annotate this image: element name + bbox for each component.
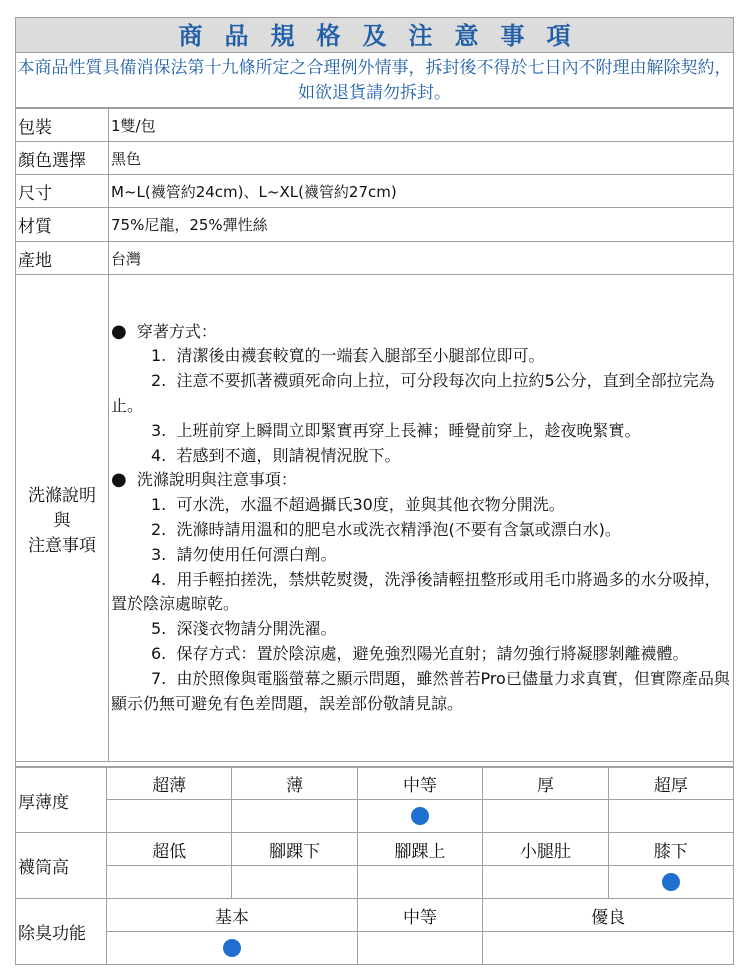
spec-label: 材質 (16, 208, 109, 242)
rating-option: 薄 (232, 768, 357, 800)
rating-option: 厚 (483, 768, 608, 800)
spec-label: 顏色選擇 (16, 142, 109, 175)
rating-option: 超厚 (608, 768, 733, 800)
care-label-line: 洗滌說明 (28, 485, 96, 506)
rating-option: 優良 (483, 899, 734, 932)
list-item: 1. 可水洗，水溫不超過攝氏30度，並與其他衣物分開洗。 (151, 495, 565, 515)
rating-mark-cell (483, 800, 608, 833)
list-item: 2. 注意不要抓著襪頭死命向上拉，可分段每次向上拉約5公分，直到全部拉完為止。 (111, 371, 715, 416)
spec-row-material (16, 208, 734, 242)
list-item: 4. 若感到不適，則請視情況脫下。 (151, 445, 401, 465)
spec-row-care (16, 275, 734, 762)
rating-option: 超薄 (107, 768, 232, 800)
spec-label: 尺寸 (16, 175, 109, 208)
spec-row-packaging (16, 109, 734, 142)
bullet-icon: ● (111, 320, 127, 342)
rating-option: 中等 (357, 768, 482, 800)
rating-mark-cell (608, 800, 733, 833)
rating-mark-cell (232, 800, 357, 833)
rating-option: 中等 (357, 899, 482, 932)
spec-value: 黑色 (109, 142, 734, 175)
rating-mark-cell (232, 866, 357, 899)
list-item: 1. 清潔後由襪套較寬的一端套入腿部至小腿部位即可。 (151, 346, 545, 366)
rating-mark-cell (357, 800, 482, 833)
spec-row-color (16, 142, 734, 175)
rating-mark-cell (483, 866, 608, 899)
rating-marks-deodor (16, 932, 734, 965)
rating-mark-cell (483, 932, 734, 965)
rating-option: 膝下 (608, 833, 733, 866)
rating-table (15, 767, 734, 965)
wash-heading: ● 洗滌說明與注意事項： (111, 469, 297, 491)
rating-mark-cell (608, 866, 733, 899)
rating-option: 小腿肚 (483, 833, 608, 866)
spec-value: M~L(襪管約24cm)、L~XL(襪管約27cm) (109, 175, 734, 208)
spec-label: 包裝 (16, 109, 109, 142)
selected-dot-icon (223, 939, 241, 957)
care-label (16, 275, 109, 762)
selected-dot-icon (662, 873, 680, 891)
rating-mark-cell (107, 866, 232, 899)
list-item: 6. 保存方式：置於陰涼處，避免強烈陽光直射；請勿強行將凝膠剝離襪體。 (151, 643, 689, 663)
rating-mark-cell (107, 800, 232, 833)
spec-row-size (16, 175, 734, 208)
rating-label: 除臭功能 (16, 899, 107, 965)
spec-value: 75%尼龍，25%彈性絲 (109, 208, 734, 242)
rating-marks-thickness (16, 800, 734, 833)
spec-table (15, 108, 734, 762)
spec-value: 1雙/包 (109, 109, 734, 142)
rating-label: 襪筒高 (16, 833, 107, 899)
rating-options-thickness (16, 768, 734, 800)
page-title: 商品規格及注意事項 (15, 17, 734, 53)
spec-sheet (15, 17, 734, 965)
spec-row-origin (16, 242, 734, 275)
return-notice: 本商品性質具備消保法第十九條所定之合理例外情事，拆封後不得於七日內不附理由解除契約，如欲退貨請勿拆封。 (15, 53, 734, 108)
list-item: 3. 上班前穿上瞬間立即緊實再穿上長褲；睡覺前穿上，趁夜晚緊實。 (151, 420, 641, 440)
list-item: 3. 請勿使用任何漂白劑。 (151, 544, 337, 564)
care-label-line: 注意事項 (28, 535, 96, 556)
rating-mark-cell (357, 932, 482, 965)
rating-option: 基本 (107, 899, 358, 932)
list-item: 4. 用手輕拍搓洗，禁烘乾熨燙，洗淨後請輕扭整形或用毛巾將過多的水分吸掉，置於陰涼處晾乾。 (111, 569, 721, 614)
rating-options-deodor (16, 899, 734, 932)
rating-mark-cell (357, 866, 482, 899)
bullet-icon: ● (111, 469, 127, 491)
wear-heading: ● 穿著方式： (111, 320, 217, 342)
spec-value: 台灣 (109, 242, 734, 275)
selected-dot-icon (411, 807, 429, 825)
list-item: 5. 深淺衣物請分開洗濯。 (151, 619, 337, 639)
rating-marks-height (16, 866, 734, 899)
list-item: 2. 洗滌時請用溫和的肥皂水或洗衣精淨泡(不要有含氯或漂白水)。 (151, 520, 621, 539)
care-label-line: 與 (53, 510, 71, 531)
care-instructions (109, 275, 734, 762)
spec-label: 產地 (16, 242, 109, 275)
rating-option: 腳踝上 (357, 833, 482, 866)
rating-option: 超低 (107, 833, 232, 866)
rating-label: 厚薄度 (16, 768, 107, 833)
rating-mark-cell (107, 932, 358, 965)
list-item: 7. 由於照像與電腦螢幕之顯示問題，雖然普若Pro已儘量力求真實，但實際產品與 顯示仍無可避免有色差問題，誤差部份敬請見諒。 (111, 668, 730, 713)
rating-options-height (16, 833, 734, 866)
rating-option: 腳踝下 (232, 833, 357, 866)
